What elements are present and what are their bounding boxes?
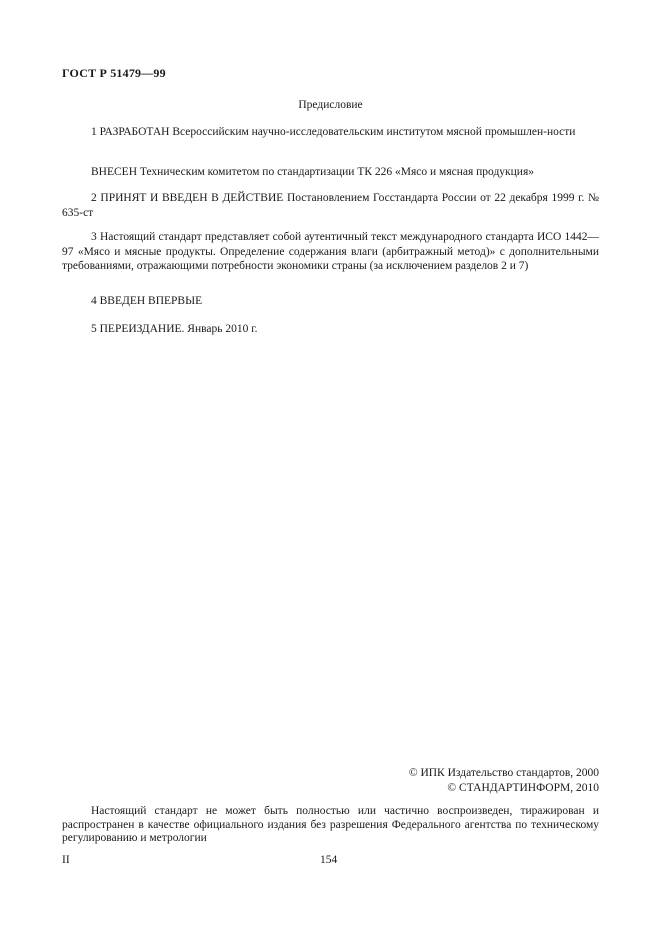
foreword-paragraph-5 <box>62 294 599 309</box>
foreword-paragraph-1-text: 1 РАЗРАБОТАН Всероссийским научно-исследовательским институтом мясной промышлен-ности <box>91 126 576 138</box>
reproduction-notice-text: Настоящий стандарт не может быть полностью или частично воспроизведен, тиражирован и распространен в качестве официального издания без разрешения Федерального агентства по техническому регулированию и метрологии <box>62 805 599 844</box>
foreword-paragraph-3-text: 2 ПРИНЯТ И ВВЕДЕН В ДЕЙСТВИЕ Постановлением Госстандарта России от 22 декабря 1999 г. № 635-ст <box>62 192 599 219</box>
foreword-paragraph-4-text: 3 Настоящий стандарт представляет собой аутентичный текст международного стандарта ИСО 1442—97 «Мясо и мясные продукты. Определение содержания влаги (арбитражный метод)» с дополнительными требованиями, отражающими потребности экономики страны (за исключением разделов 2 и 7) <box>62 231 599 272</box>
roman-page-number: II <box>62 854 70 866</box>
foreword-paragraph-4 <box>62 230 599 274</box>
foreword-title: Предисловие <box>298 99 363 111</box>
foreword-paragraph-2 <box>62 165 599 180</box>
copyright-block <box>409 766 599 795</box>
page-number: 154 <box>320 854 338 866</box>
foreword-paragraph-3 <box>62 191 599 220</box>
foreword-paragraph-1 <box>62 125 599 140</box>
foreword-paragraph-2-text: ВНЕСЕН Техническим комитетом по стандартизации ТК 226 «Мясо и мясная продукция» <box>91 166 534 178</box>
foreword-paragraph-5-text: 4 ВВЕДЕН ВПЕРВЫЕ <box>91 295 203 307</box>
foreword-paragraph-6 <box>62 322 599 337</box>
copyright-line-2: © СТАНДАРТИНФОРМ, 2010 <box>447 781 599 794</box>
foreword-paragraph-6-text: 5 ПЕРЕИЗДАНИЕ. Январь 2010 г. <box>91 323 258 335</box>
document-id: ГОСТ Р 51479—99 <box>62 66 166 80</box>
reproduction-notice <box>62 805 599 846</box>
copyright-line-1: © ИПК Издательство стандартов, 2000 <box>408 767 599 779</box>
